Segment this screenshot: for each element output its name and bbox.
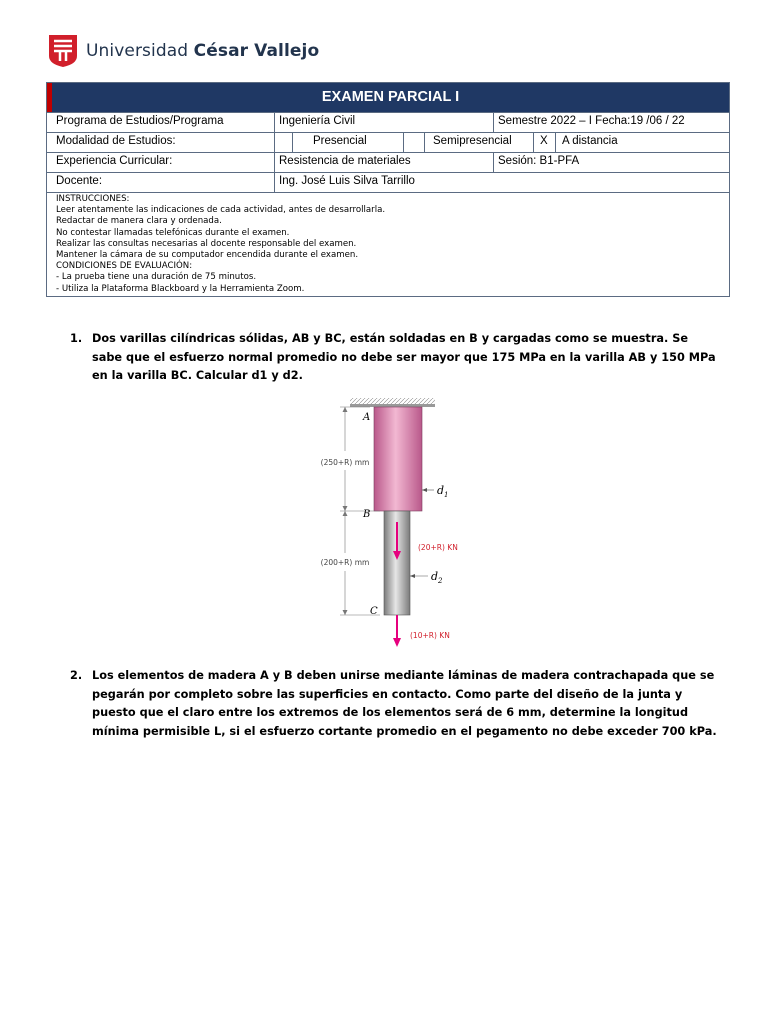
docente-label: Docente: [56,175,103,187]
exam-title: EXAMEN PARCIAL I [47,83,729,112]
instruction-line: Mantener la cámara de su computador encendida durante el examen. [56,250,359,261]
condition-line: - Utiliza la Plataforma Blackboard y la Herramienta Zoom. [56,283,305,294]
distancia-label: A distancia [555,133,728,152]
instructions-block [47,192,729,296]
university-logo [48,34,319,68]
programa-label: Programa de Estudios/Programa [56,115,224,127]
programa-value: Ingeniería Civil [274,113,493,132]
rods-figure [300,395,470,650]
point-c-label: C [370,606,378,617]
question-text: Dos varillas cilíndricas sólidas, AB y BC, están soldadas en B y cargadas como se muestra. Se sabe que el esfuerzo normal promedio no debe ser mayor que 175 MPa en la varilla AB y 150 MPa en la varilla BC. Calcular d1 y d2. [92,332,716,382]
load-b-label: (20+R) KN [418,543,458,552]
presencial-label: Presencial [292,133,403,152]
load-c-label: (10+R) KN [410,631,450,640]
exam-header-table [46,82,730,297]
point-a-label: A [363,412,371,423]
load-c-arrowhead [393,638,401,647]
instructions-heading: INSTRUCCIONES: [56,194,130,204]
experiencia-value: Resistencia de materiales [274,153,493,172]
modalidad-label: Modalidad de Estudios: [56,135,176,147]
d1-label: $d_1$ [437,484,449,499]
semipresencial-label: Semipresencial [424,133,533,152]
presencial-box [274,133,292,152]
condition-line: - La prueba tiene una duración de 75 minutos. [56,272,257,283]
experiencia-label: Experiencia Curricular: [56,155,173,167]
distancia-mark: X [533,133,555,152]
row-experiencia [47,152,729,172]
logo-text: Universidad César Vallejo [86,41,320,61]
row-docente [47,172,729,192]
d2-arrowhead [410,574,415,578]
instruction-line: Realizar las consultas necesarias al docente responsable del examen. [56,238,357,249]
d1-arrowhead [422,488,427,492]
question-text: Los elementos de madera A y B deben unirse mediante láminas de madera contrachapada que se pegarán por completo sobre las superficies en contacto. Como parte del diseño de la junta y puesto que el claro entre los extremos de los elementos será de 6 mm, determine la longitud mínima permisible L, si el esfuerzo cortante promedio en el pegamento no debe exceder 700 kPa. [92,669,717,738]
row-modalidad [47,132,729,152]
instruction-line: Redactar de manera clara y ordenada. [56,216,222,227]
d2-label: $d_2$ [431,570,443,585]
conditions-heading: CONDICIONES DE EVALUACIÓN: [56,261,193,272]
instruction-line: No contestar llamadas telefónicas durante el examen. [56,227,290,238]
support-plate [350,404,435,407]
semestre-fecha: Semestre 2022 – I Fecha:19 /06 / 22 [493,113,728,132]
point-b-label: B [363,509,371,520]
question-number: 1. [70,332,83,345]
dim-ab-label: (250+R) mm [320,458,370,467]
rod-ab [374,407,422,511]
row-programa [47,112,729,132]
semipresencial-box [403,133,424,152]
instruction-line: Leer atentamente las indicaciones de cada actividad, antes de desarrollarla. [56,205,386,216]
ucv-shield-icon [48,34,78,68]
docente-value: Ing. José Luis Silva Tarrillo [274,173,728,192]
sesion: Sesión: B1-PFA [493,153,728,172]
dim-bc-label: (200+R) mm [320,558,370,567]
question-number: 2. [70,669,83,682]
